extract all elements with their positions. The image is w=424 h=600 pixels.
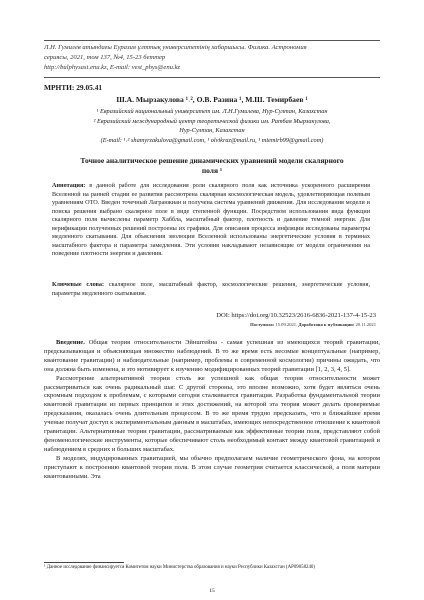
keywords: [52, 281, 370, 298]
received-date: 15.09.2021.: [275, 322, 298, 327]
authors: Ш.А. Мырзакулова ¹˒², О.В. Разина ¹, М.Ш. Темирбаев ¹: [116, 95, 308, 104]
paper-title-line: Точное аналитическое решение динамических уравнений модели скалярного: [80, 156, 344, 165]
journal-header-line: Л.Н. Гумилев атындағы Еуразия ұлттық университетінің хабаршысы. Физика. Астрономия: [44, 44, 307, 51]
affiliation-line: Нур-Султан, Казахстан: [179, 127, 245, 135]
author-emails[interactable]: (E-mail: ¹˒² shamyrzakulova@gmail.com, ¹ olvikraz@mail.ru, ¹ mtemirb99@gmail.com): [100, 136, 324, 144]
paragraph: В моделях, индуцированных гравитацией, мы обычно предполагаем наличие геометрического фона, на котором приступают к построению квантовой теории поля. В этом случае геометрия считается классической, а поля материи квантованными. Эта: [44, 454, 380, 480]
abstract-text: в данной работе для исследования роли скалярного поля как источника ускоренного расширения Вселенной на ранней стадии ее развития рассмотрена скалярная космологическая модель, удовлетворяющая полевым уравнениям ОТО. Введен точечный Лагранжиан и получена система уравнений движения. Для исследования модели и поиска решения выбрано скалярное поле в виде степенной функции. Посредством использования вида функции скалярного поля вычислены параметр Хаббла, масштабный фактор, плотность и давление темной энергии. Для верификации полученных решений построены их графики. Для описания процесса инфляции исследованы параметры медленного скатывания. Для объяснения эволюции Вселенной использованы энергетические условия в терминах масштабного фактора и параметра замедления. Эти условия накладывают независящие от модели ограничения на поведение плотности энергии и давления.: [52, 182, 371, 257]
footnote: ¹ Данное исследование финансируется Комитетом науки Министерства образования и науки Республики Казахстан (AP09058240): [44, 565, 316, 570]
journal-header-link[interactable]: http://bulphysast.enu.kz, E-mail: vest_phys@enu.kz: [44, 64, 181, 71]
doi-link[interactable]: DOI: https://doi.org/10.32523/2616-6836-2021-137-4-15-23: [216, 312, 376, 319]
header-bottom-rule: [44, 77, 380, 78]
affiliation-line: ² Евразийский международный центр теоретической физики им. Ратбая Мырзакулова,: [93, 117, 331, 125]
journal-header-line: сериясы, 2021, том 137, №4, 15-23 беттер: [44, 54, 166, 61]
paragraph-text: Общая теория относительности Эйнштейна - самая успешная из имеющихся теорий гравитации, предсказывающая и объясняющая множество наблюдений. В то же время есть весомые концептуальные (например, квантование гравитации) и наблюдательные (например, проблемы в современной космологии) причины ожидать, что она должна быть изменена, и это мотивирует к изучению модифицированных теорий гравитации [1, 2, 3, 4, 5].: [44, 339, 380, 373]
section-heading: Введение.: [56, 339, 85, 346]
journal-header: [44, 43, 384, 73]
paragraph: [44, 339, 380, 375]
mrnti-code: МРНТИ: 29.05.41: [44, 83, 103, 92]
affiliations: [60, 107, 364, 145]
paper-title-line: поля ¹: [201, 166, 223, 175]
affiliation-line: ¹ Евразийский национальный университет им. Л.Н.Гумилева, Нур-Султан, Казахстан: [96, 108, 328, 115]
paragraph: Рассмотрение альтернативной теории столь же успешной как общая теория относительности может рассматриваться как очень радикальный шаг. С другой стороны, это вполне возможно, хотя будет являться очень скромным подходом к проблемам, с которыми сегодня сталкивается гравитация. Разработка фундаментальной теории квантовой гравитации из первых принципов и этих достижений, на которой эта теория может делать проверяемые предсказания, оказалась очень длительным процессом. В то же время трудно предсказать, что в ближайшее время ученые получат доступ к экспериментальным данным в масштабах, имеющих непосредственное отношение к квантовой гравитации. Альтернативные теории гравитации, рассматриваемые как эффективные теории поля, представляют собой феноменологические инструменты, которые обеспечивают столь необходимый контакт между квантовой гравитацией и наблюдением в средних и больших масштабах.: [44, 374, 380, 453]
submission-dates: [250, 322, 376, 327]
revised-label: Доработана к публикации:: [298, 322, 355, 327]
revised-date: 20.11.2021: [355, 322, 376, 327]
header-top-rule: [44, 40, 380, 41]
abstract-label: Аннотация:: [52, 182, 86, 189]
page-number: 15: [209, 588, 215, 594]
body-text: [44, 339, 380, 482]
received-label: Поступила:: [250, 322, 275, 327]
keywords-label: Ключевые слова:: [52, 281, 105, 288]
keywords-text: скалярное поле, масштабный фактор, космологические решения, энергетические условия, параметры медленного скатывания.: [52, 281, 370, 297]
abstract: [52, 182, 370, 259]
footnote-rule: [44, 562, 124, 563]
paper-title: [60, 156, 364, 176]
